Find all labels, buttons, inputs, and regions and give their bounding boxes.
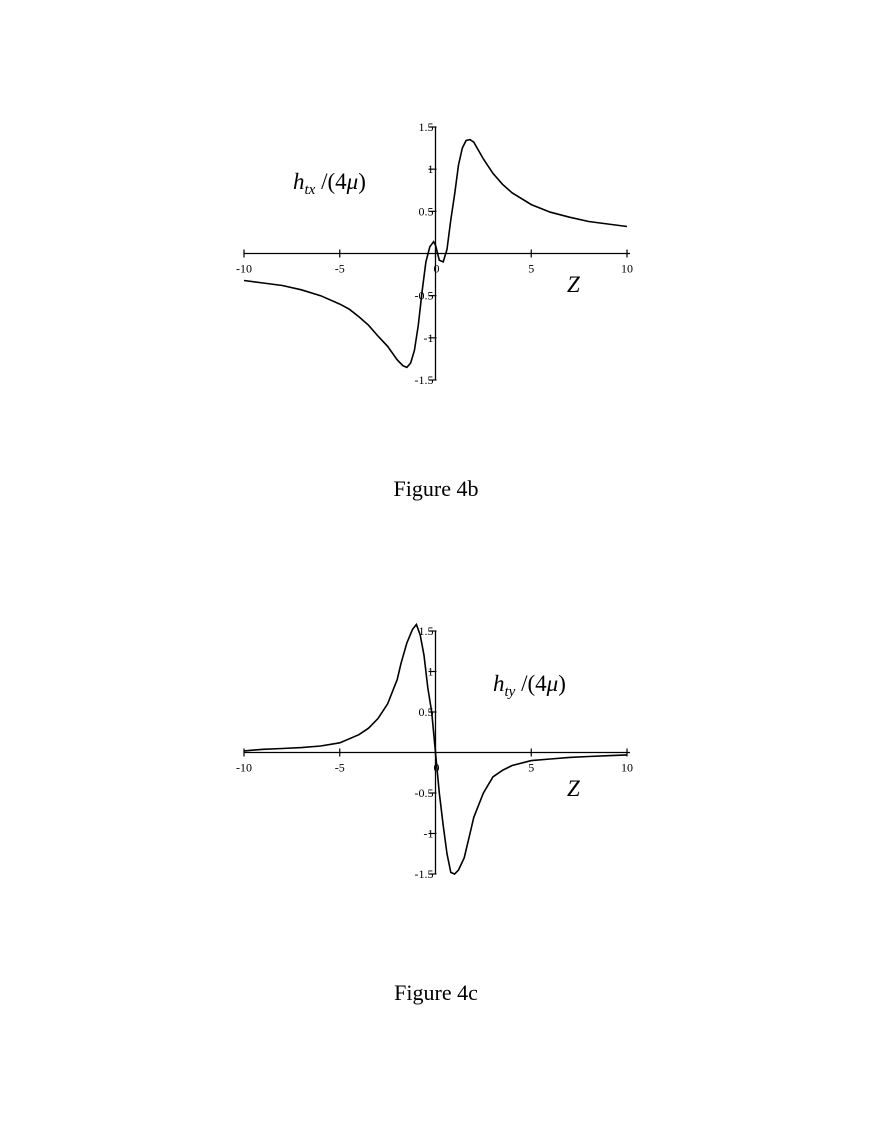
x-tick-label-4c: -10 <box>236 760 252 775</box>
y-axis-title-4b: $h_{tx}$ /(4μ) <box>293 169 366 198</box>
x-axis-title-4c: Z <box>567 776 580 801</box>
y-tick-label-4b: -1.5 <box>414 373 434 387</box>
y-tick-label-4c: -0.5 <box>414 786 434 800</box>
x-tick-label-4b: -10 <box>236 261 252 276</box>
x-tick-label-4b: -5 <box>334 261 345 276</box>
y-tick-label-4c: -1 <box>423 826 434 841</box>
x-tick-label-4c: 0 <box>433 760 440 775</box>
y-tick-label-4c: 1 <box>427 664 434 679</box>
figure-caption-4c: Figure 4c <box>394 980 478 1005</box>
y-tick-label-4b: 1.5 <box>418 120 434 134</box>
x-tick-label-4b: 10 <box>621 261 633 276</box>
y-tick-label-4b: -0.5 <box>414 288 434 303</box>
axes-4c <box>244 631 630 874</box>
y-tick-label-4c: 0.5 <box>418 705 434 719</box>
y-tick-label-4c: -1.5 <box>414 867 434 881</box>
x-axis-title-4b: Z <box>567 272 580 297</box>
y-tick-label-4b: -1 <box>423 330 434 345</box>
x-tick-label-4c: 5 <box>528 760 535 775</box>
x-tick-label-4c: -5 <box>334 760 345 775</box>
y-tick-label-4c: 1.5 <box>418 624 434 638</box>
x-tick-label-4b: 0 <box>433 261 440 276</box>
x-tick-label-4b: 5 <box>528 261 535 276</box>
y-tick-label-4b: 1 <box>427 162 434 177</box>
x-tick-label-4c: 10 <box>621 760 633 775</box>
figure-caption-4b: Figure 4b <box>393 476 479 501</box>
y-tick-label-4b: 0.5 <box>418 204 434 219</box>
y-axis-title-4c: $h_{ty}$ /(4μ) <box>493 671 566 700</box>
